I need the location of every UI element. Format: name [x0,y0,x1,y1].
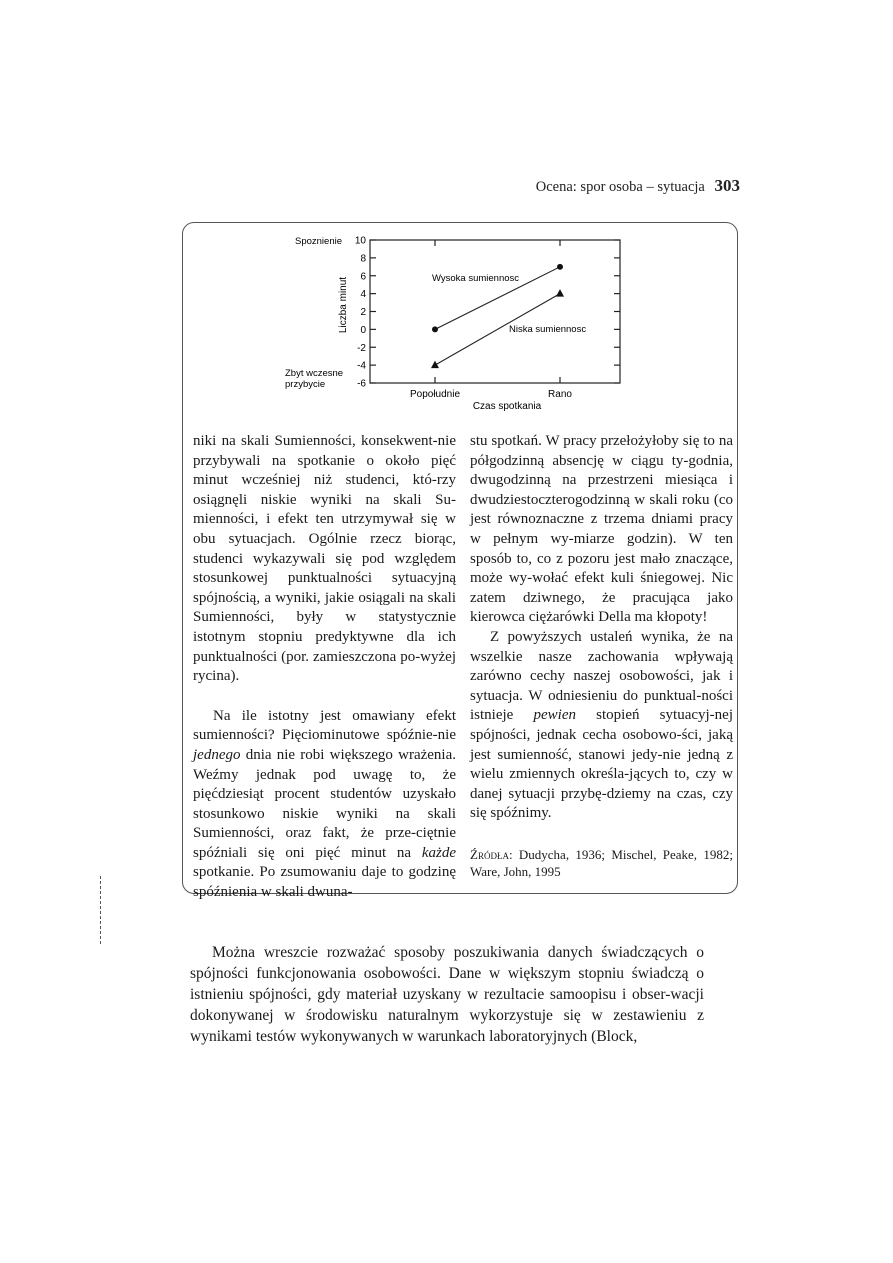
running-title: Ocena: spor osoba – sytuacja [535,179,705,195]
x-tick-label: Popołudnie [409,389,461,400]
y-axis-title: Liczba minut [338,276,349,334]
sources-label: Źródła: [470,846,513,862]
sources [470,846,733,880]
y-tick-label: -6 [357,378,366,390]
y-tick-label: 4 [360,289,366,301]
margin-marks [100,876,103,944]
data-point [556,289,564,297]
page-number: 303 [714,176,740,195]
running-head [470,176,740,196]
bottom-text [190,942,704,1047]
series-label-low: Niska sumiennosc [509,324,587,335]
text-span: Z powyższych ustaleń wynika, że na wszelkie nasze zachowania wpływają zarówno cechy naszej osobowości, jak i sytuacja. W odniesieniu do punktual-ności istnieje [470,628,733,724]
text-span: spotkanie. Po zsumowaniu daje to godzinę spóźnienia w skali dwuna- [193,864,456,901]
line-chart [280,228,640,418]
emphasis: pewien [533,707,576,724]
paragraph: niki na skali Sumienności, konsekwent-nie przybywali na spotkanie o około pięć minut wcześniej niż studenci, któ-rzy osiągnęli niskie wyniki na skali Su-mienności, i efekt ten utrzymywał się w obu sytuacjach. Ogólnie rzecz biorąc, studenci wykazywali się pod względem stosunkowej punktualności sytuacyjną spójnością, a wyniki, jakie osiągali na skali Sumienności, były w statystycznie istotnym stopniu predyktywne dla ich punktualności (por. zamieszczona po-wyżej rycina). [193,433,456,685]
paragraph: Można wreszcie rozważać sposoby poszukiwania danych świadczących o spójności funkcjonowania osobowości. Dane w większym stopniu świadczą o istnieniu spójności, gdy materiał uzyskany w rezultacie samoopisu i obser-wacji dokonywanej w środowisku naturalnym wykorzystuje się w zestawieniu z wynikami testów wykonywanych w warunkach laboratoryjnych (Block, [190,944,704,1045]
right-column [470,432,733,880]
plot-frame [370,240,620,383]
data-point [432,326,438,332]
x-axis-title: Czas spotkania [472,401,542,412]
text-span: Na ile istotny jest omawiany efekt sumienności? Pięciominutowe spóźnie-nie [193,707,456,744]
y-tick-label: 0 [360,324,366,336]
y-bottom-label-2: przybycie [285,379,326,390]
emphasis: każde [421,844,456,861]
text-span: stopień sytuacyj-nej spójności, jednak cecha osobowo-ści, jaką jest sumienność, stanowi jedy-nie jedną z wielu zmiennych określa-jących to, czy w danej sytuacji przybę-dziemy na czas, czy się spóźnimy. [470,707,733,822]
emphasis: jednego [193,746,241,763]
data-point [557,264,563,270]
text-span: dnia nie robi większego wrażenia. Weźmy jednak pod uwagę to, że pięćdziesiąt procent studentów uzyskało stosunkowo niskie wyniki na skali Sumienności, oraz fakt, że prze-ciętnie spóźniali się oni pięć minut na [193,746,456,861]
sources-text: Dudycha, 1936; Mischel, Peake, 1982; Ware, John, 1995 [470,846,733,879]
y-tick-label: 10 [354,235,366,247]
y-tick-label: -4 [357,360,366,372]
paragraph: stu spotkań. W pracy przełożyłoby się to na półgodzinną absencję w ciągu ty-godnia, dwugodzinną na przestrzeni miesiąca i dwudziestoczterogodzinną w skali roku (co jest równoznaczne z trzema dniami pracy w pełnym wy-miarze godzin). W ten sposób to, co z pozoru jest mało znaczące, może wy-wołać efekt kuli śniegowej. Nic zatem dziwnego, że pracująca jako kierowca ciężarówki Della ma kłopoty! [470,433,733,626]
y-bottom-label-1: Zbyt wczesne [285,368,344,379]
y-tick-label: 2 [360,307,366,318]
paragraph [193,707,456,903]
y-top-label: Spoznienie [294,236,342,247]
x-tick-label: Rano [548,389,572,400]
y-tick-label: 8 [360,253,366,265]
paragraph [470,628,733,824]
series-label-high: Wysoka sumiennosc [432,273,520,284]
data-point [431,361,439,369]
y-tick-label: 6 [360,271,366,283]
left-column [193,432,456,903]
y-tick-label: -2 [357,342,366,354]
